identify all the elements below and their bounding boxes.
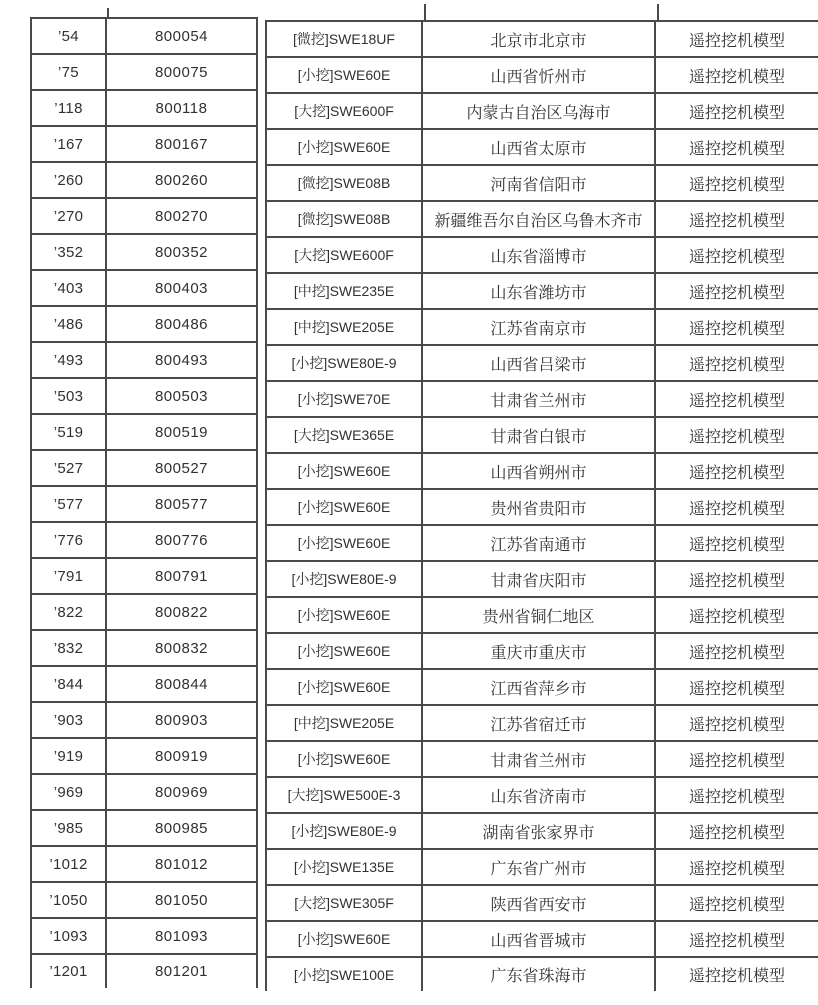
cell-model: [微挖]SWE08B [267,166,423,200]
cell-product: 遥控挖机模型 [688,896,785,914]
table-row [32,811,256,847]
cell-model: [小挖]SWE60E [267,490,423,524]
table-row [267,562,818,598]
table-row [267,310,818,346]
table-row [267,706,818,742]
table-row [267,598,818,634]
cell-seq: ’1050 [32,883,107,917]
cell-location: 贵州省铜仁地区 [423,598,656,632]
table-row [32,631,256,667]
cell-location: 湖南省张家界市 [423,814,656,848]
table-row [267,778,818,814]
table-row [267,670,818,706]
table-row [32,883,256,919]
cell-product: 遥控挖机模型 [688,140,785,158]
cell-location: 甘肃省兰州市 [423,742,656,776]
cell-location: 山东省济南市 [423,778,656,812]
cell-location: 山西省忻州市 [423,58,656,92]
cell-seq: ’167 [32,127,107,161]
table-row [32,955,256,988]
cell-product: 遥控挖机模型 [688,788,785,806]
table-row [267,346,818,382]
table-row [267,634,818,670]
cell-product: 遥控挖机模型 [688,752,785,770]
cell-product: 遥控挖机模型 [688,572,785,590]
table-row [267,922,818,958]
cell-code: 800260 [154,171,209,189]
cell-seq: ’54 [32,19,107,53]
table-row [267,238,818,274]
cell-code: 800776 [154,531,209,549]
cell-model: [中挖]SWE235E [267,274,423,308]
cell-code: 800493 [154,351,209,369]
table-row [267,742,818,778]
cell-product: 遥控挖机模型 [688,608,785,626]
cell-product: 遥控挖机模型 [688,248,785,266]
cell-code: 800527 [154,459,209,477]
table-row [32,163,256,199]
cell-model: [小挖]SWE60E [267,454,423,488]
cell-location: 广东省广州市 [423,850,656,884]
table-row [32,199,256,235]
cell-location: 重庆市重庆市 [423,634,656,668]
cell-seq: ’118 [32,91,107,125]
cell-code: 801093 [154,927,209,945]
table-row [32,235,256,271]
cell-location: 山西省晋城市 [423,922,656,956]
cell-location: 江西省萍乡市 [423,670,656,704]
cell-seq: ’270 [32,199,107,233]
table-row [32,487,256,523]
cell-code: 800118 [155,99,208,117]
cell-location: 山西省吕梁市 [423,346,656,380]
cell-location: 陕西省西安市 [423,886,656,920]
cell-code: 800270 [154,207,209,225]
cell-seq: ’969 [32,775,107,809]
cell-seq: ’403 [32,271,107,305]
cell-code: 801201 [154,963,209,980]
cell-location: 山西省朔州市 [423,454,656,488]
cell-product: 遥控挖机模型 [688,428,785,446]
cell-model: [微挖]SWE08B [267,202,423,236]
cell-location: 河南省信阳市 [423,166,656,200]
table-row [32,523,256,559]
cell-location: 新疆维吾尔自治区乌鲁木齐市 [423,202,656,236]
cell-seq: ’903 [32,703,107,737]
cell-code: 800403 [154,279,209,297]
cell-location: 山西省太原市 [423,130,656,164]
serial-table [30,17,258,988]
cell-code: 800167 [154,135,209,153]
column-separator-stub [657,4,659,21]
cell-seq: ’791 [32,559,107,593]
cell-product: 遥控挖机模型 [688,104,785,122]
cell-product: 遥控挖机模型 [688,536,785,554]
table-row [267,886,818,922]
detail-table [265,20,818,991]
cell-code: 800822 [154,603,209,621]
cell-code: 800791 [154,567,209,585]
table-row [32,19,256,55]
cell-seq: ’486 [32,307,107,341]
table-row [267,274,818,310]
table-row [32,667,256,703]
cell-seq: ’776 [32,523,107,557]
cell-seq: ’577 [32,487,107,521]
table-row [32,919,256,955]
table-row [267,418,818,454]
cell-seq: ’985 [32,811,107,845]
cell-code: 800054 [154,27,209,45]
cell-model: [小挖]SWE80E-9 [267,562,423,596]
table-row [267,382,818,418]
cell-code: 800919 [154,747,209,765]
cell-product: 遥控挖机模型 [688,716,785,734]
cell-location: 广东省珠海市 [423,958,656,991]
cell-code: 800844 [154,675,209,693]
cell-model: [中挖]SWE205E [267,706,423,740]
cell-location: 甘肃省兰州市 [423,382,656,416]
table-row [32,775,256,811]
cell-seq: ’519 [32,415,107,449]
table-row [267,490,818,526]
table-row [32,307,256,343]
cell-product: 遥控挖机模型 [688,176,785,194]
table-row [32,451,256,487]
cell-model: [小挖]SWE60E [267,742,423,776]
cell-seq: ’919 [32,739,107,773]
cell-model: [小挖]SWE80E-9 [267,346,423,380]
cell-seq: ’75 [32,55,107,89]
cell-model: [小挖]SWE100E [267,958,423,991]
table-row [32,847,256,883]
table-row [32,595,256,631]
cell-code: 800503 [154,387,209,405]
cell-product: 遥控挖机模型 [688,284,785,302]
cell-seq: ’1201 [32,955,107,988]
cell-model: [小挖]SWE135E [267,850,423,884]
table-row [32,559,256,595]
cell-model: [中挖]SWE205E [267,310,423,344]
cell-location: 甘肃省白银市 [423,418,656,452]
cell-model: [大挖]SWE305F [267,886,423,920]
cell-product: 遥控挖机模型 [688,644,785,662]
cell-model: [小挖]SWE60E [267,670,423,704]
cell-model: [小挖]SWE60E [267,58,423,92]
cell-location: 山东省淄博市 [423,238,656,272]
cell-location: 贵州省贵阳市 [423,490,656,524]
table-row [32,415,256,451]
cell-model: [大挖]SWE600F [267,238,423,272]
table-row [32,703,256,739]
cell-product: 遥控挖机模型 [688,860,785,878]
cell-product: 遥控挖机模型 [688,32,785,50]
table-row [267,454,818,490]
cell-product: 遥控挖机模型 [688,68,785,86]
table-row [267,958,818,991]
cell-seq: ’260 [32,163,107,197]
cell-code: 800519 [154,423,209,441]
cell-model: [小挖]SWE60E [267,130,423,164]
cell-model: [小挖]SWE60E [267,634,423,668]
table-row [267,166,818,202]
table-row [267,22,818,58]
cell-location: 内蒙古自治区乌海市 [423,94,656,128]
table-row [267,814,818,850]
cell-product: 遥控挖机模型 [688,464,785,482]
cell-location: 江苏省南京市 [423,310,656,344]
table-row [267,130,818,166]
cell-seq: ’1093 [32,919,107,953]
cell-location: 甘肃省庆阳市 [423,562,656,596]
cell-location: 江苏省宿迁市 [423,706,656,740]
cell-product: 遥控挖机模型 [688,824,785,842]
cell-product: 遥控挖机模型 [688,392,785,410]
cell-code: 800352 [154,243,209,261]
table-row [32,91,256,127]
cell-model: [大挖]SWE500E-3 [267,778,423,812]
cell-model: [大挖]SWE600F [267,94,423,128]
cell-code: 800969 [154,783,209,801]
cell-model: [微挖]SWE18UF [267,22,423,56]
cell-code: 800075 [154,63,209,81]
cell-product: 遥控挖机模型 [688,680,785,698]
cell-seq: ’822 [32,595,107,629]
cell-seq: ’844 [32,667,107,701]
cell-code: 800832 [154,639,209,657]
cell-product: 遥控挖机模型 [688,320,785,338]
cell-product: 遥控挖机模型 [688,212,785,230]
cell-product: 遥控挖机模型 [688,968,785,985]
cell-code: 800486 [154,315,209,333]
cell-seq: ’493 [32,343,107,377]
table-row [32,55,256,91]
table-row [267,202,818,238]
cell-code: 800985 [154,819,209,837]
table-row [32,127,256,163]
cell-product: 遥控挖机模型 [688,932,785,950]
table-row [32,343,256,379]
table-row [267,94,818,130]
cell-model: [小挖]SWE60E [267,526,423,560]
cell-code: 800577 [154,495,209,513]
table-row [32,271,256,307]
cell-code: 800903 [154,711,209,729]
table-row [32,379,256,415]
table-row [267,526,818,562]
cell-model: [小挖]SWE70E [267,382,423,416]
cell-seq: ’1012 [32,847,107,881]
cell-code: 801012 [154,855,209,873]
cell-location: 北京市北京市 [423,22,656,56]
cell-model: [小挖]SWE80E-9 [267,814,423,848]
table-row [267,58,818,94]
cell-seq: ’503 [32,379,107,413]
cell-seq: ’832 [32,631,107,665]
cell-seq: ’527 [32,451,107,485]
cell-model: [小挖]SWE60E [267,922,423,956]
cell-product: 遥控挖机模型 [688,356,785,374]
table-row [32,739,256,775]
cell-seq: ’352 [32,235,107,269]
cell-model: [小挖]SWE60E [267,598,423,632]
cell-code: 801050 [154,891,209,909]
table-row [267,850,818,886]
cell-location: 山东省潍坊市 [423,274,656,308]
cell-product: 遥控挖机模型 [688,500,785,518]
column-separator-stub [424,4,426,21]
cell-location: 江苏省南通市 [423,526,656,560]
cell-model: [大挖]SWE365E [267,418,423,452]
